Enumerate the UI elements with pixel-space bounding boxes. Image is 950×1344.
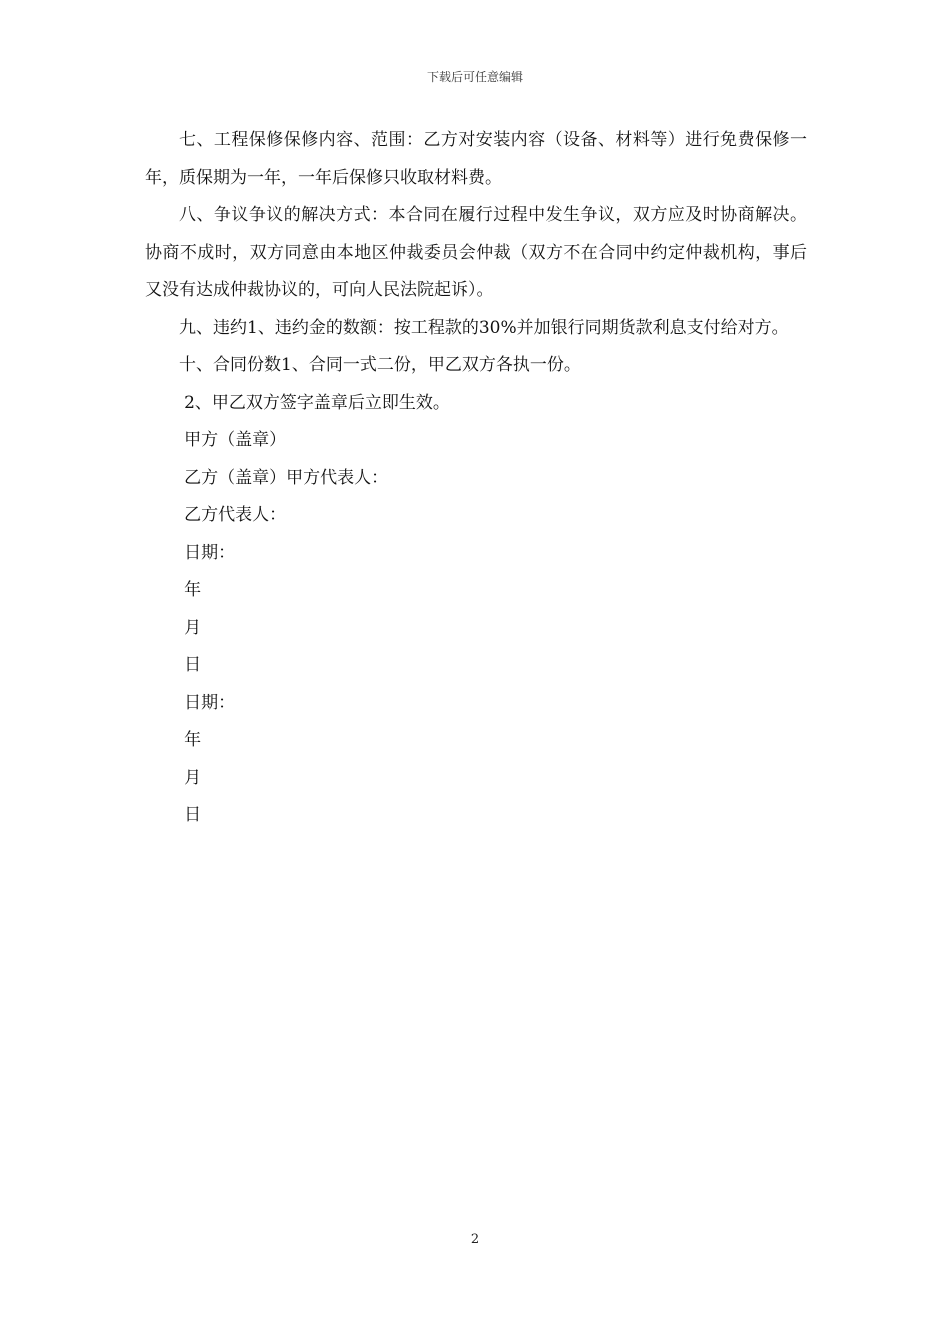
party-b-rep: 乙方代表人： <box>184 505 287 525</box>
clause-dispute: 八、争议争议的解决方式：本合同在履行过程中发生争议，双方应及时协商解决。协商不成时，双方同意由本地区仲裁委员会仲裁（双方不在合同中约定仲裁机构，事后又没有达成仲裁协议的，可向人民法院起诉）。 <box>145 205 807 300</box>
clause-copies: 十、合同份数1、合同一式二份，甲乙双方各执一份。 <box>179 355 581 375</box>
month-label-1: 月 <box>184 617 202 638</box>
date-label-2: 日期： <box>184 692 236 713</box>
clause-warranty: 七、工程保修保修内容、范围：乙方对安装内容（设备、材料等）进行免费保修一年，质保期为一年，一年后保修只收取材料费。 <box>145 130 807 188</box>
day-label-2: 日 <box>184 805 202 825</box>
page-number: 2 <box>470 1232 480 1247</box>
day-label-1: 日 <box>184 655 202 675</box>
document-body <box>145 122 807 835</box>
year-label-2: 年 <box>184 730 202 750</box>
party-b-seal-party-a-rep: 乙方（盖章）甲方代表人： <box>184 467 389 488</box>
month-label-2: 月 <box>184 767 202 788</box>
date-label-1: 日期： <box>184 542 236 563</box>
year-label-1: 年 <box>184 580 202 600</box>
clause-breach: 九、违约1、违约金的数额：按工程款的30%并加银行同期货款利息支付给对方。 <box>179 317 789 338</box>
party-a-seal: 甲方（盖章） <box>184 430 287 450</box>
effective-clause: 2、甲乙双方签字盖章后立即生效。 <box>184 392 450 413</box>
header-note: 下载后可任意编辑 <box>426 70 523 84</box>
